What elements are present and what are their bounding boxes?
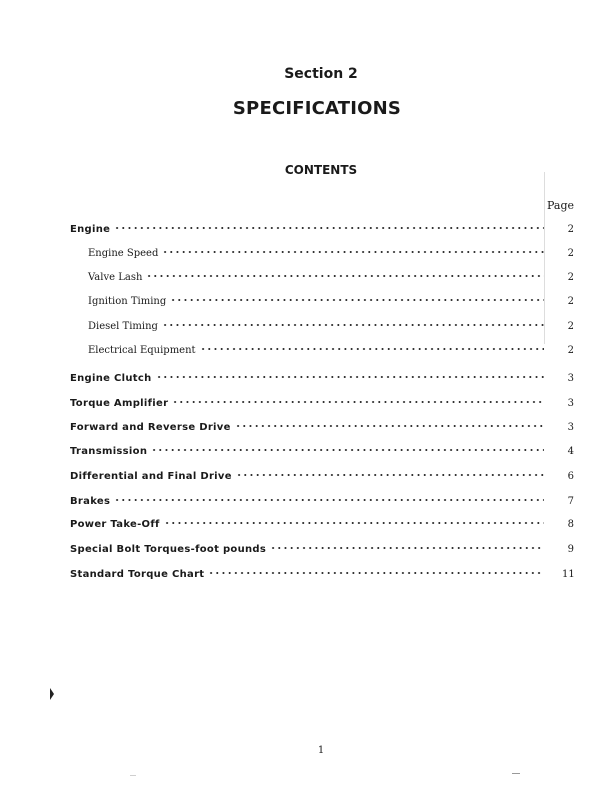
dot-leader: [151, 445, 544, 455]
toc-entry-power-take-off: [70, 517, 574, 533]
dot-leader: [208, 568, 544, 578]
page-number: 1: [317, 745, 325, 756]
toc-entry-page: 2: [567, 224, 574, 235]
dot-leader: [236, 470, 544, 480]
dot-leader: [172, 397, 544, 407]
toc-entry-label: Forward and Reverse Drive: [70, 422, 231, 433]
toc-entry-page: 2: [567, 248, 574, 259]
dot-leader: [114, 495, 544, 505]
toc-entry-page: 2: [567, 321, 574, 332]
dot-leader: [114, 223, 544, 233]
toc-entry-page: 2: [567, 296, 574, 307]
scan-speck: [130, 775, 136, 776]
toc-entry-page: 3: [567, 373, 574, 384]
toc-entry-label: Power Take-Off: [70, 519, 160, 530]
toc-entry-label: Brakes: [70, 496, 111, 507]
toc-entry-page: 2: [567, 272, 574, 283]
toc-entry-page: 11: [562, 569, 575, 580]
toc-entry-transmission: [70, 444, 574, 460]
toc-entry-standard-torque-chart: [70, 567, 574, 583]
toc-entry-special-bolt-torques: [70, 542, 574, 558]
toc-entry-label: Special Bolt Torques-foot pounds: [70, 544, 267, 555]
page-title: SPECIFICATIONS: [232, 98, 402, 119]
toc-entry-torque-amplifier: [70, 396, 574, 412]
dot-leader: [156, 372, 544, 382]
toc-entry-label: Differential and Final Drive: [70, 471, 232, 482]
toc-entry-engine-clutch: [70, 371, 574, 387]
toc-entry-page: 3: [567, 422, 574, 433]
contents-heading: CONTENTS: [284, 163, 358, 177]
toc-entry-label: Transmission: [70, 446, 148, 457]
dot-leader: [270, 543, 544, 553]
toc-entry-engine: [70, 222, 574, 238]
dot-leader: [146, 271, 544, 281]
toc-entry-brakes: [70, 494, 574, 510]
toc-entry-page: 7: [567, 496, 574, 507]
toc-entry-page: 9: [567, 544, 574, 555]
toc-entry-label: Standard Torque Chart: [70, 569, 205, 580]
toc-entry-engine-speed: [88, 246, 574, 262]
page-column-label: Page: [547, 199, 575, 212]
toc-entry-forward-reverse-drive: [70, 420, 574, 436]
dot-leader: [235, 421, 544, 431]
toc-entry-label: Engine Speed: [88, 248, 159, 259]
toc-entry-label: Engine Clutch: [70, 373, 152, 384]
toc-entry-page: 8: [567, 519, 574, 530]
dot-leader: [162, 247, 544, 257]
toc-entry-page: 3: [567, 398, 574, 409]
toc-entry-page: 2: [567, 345, 574, 356]
dot-leader: [164, 518, 544, 528]
dot-leader: [200, 344, 544, 354]
toc-entry-label: Diesel Timing: [88, 321, 158, 332]
toc-entry-ignition-timing: [88, 294, 574, 310]
dot-leader: [170, 295, 544, 305]
toc-entry-diesel-timing: [88, 319, 574, 335]
toc-entry-valve-lash: [88, 270, 574, 286]
section-label: Section 2: [284, 66, 358, 82]
scan-speck: [512, 773, 520, 774]
toc-entry-page: 4: [567, 446, 574, 457]
dot-leader: [162, 320, 544, 330]
toc-entry-label: Torque Amplifier: [70, 398, 169, 409]
toc-entry-label: Valve Lash: [88, 272, 143, 283]
toc-entry-label: Ignition Timing: [88, 296, 167, 307]
margin-mark: [50, 688, 54, 700]
toc-entry-page: 6: [567, 471, 574, 482]
toc-entry-label: Engine: [70, 224, 111, 235]
toc-entry-differential-final-drive: [70, 469, 574, 485]
toc-entry-electrical-equipment: [88, 343, 574, 359]
toc-entry-label: Electrical Equipment: [88, 345, 196, 356]
